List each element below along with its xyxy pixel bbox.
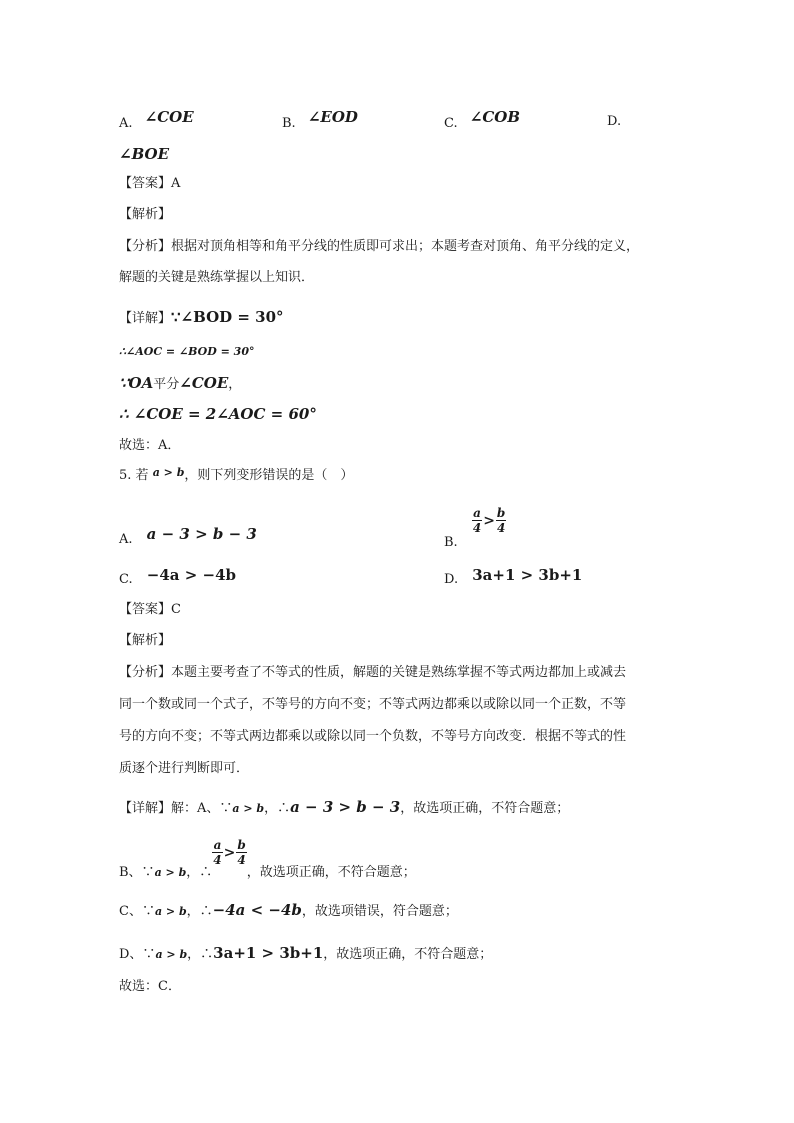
q4-detail-line-1 (119, 307, 284, 329)
q4-option-d-label: D. (607, 114, 622, 129)
q5-detail-a-result: ，故选项正确，不符合题意； (400, 801, 570, 816)
q5-answer: 【答案】C (119, 602, 181, 617)
q5-detail-c-result: ，故选项错误，符合题意； (301, 904, 458, 919)
q5-detail-b-therefore: ，∴ (186, 865, 213, 880)
q4-option-c-label: C. (444, 116, 458, 131)
q5-detail-c-pre: C、∵ (119, 904, 155, 919)
q5-option-d-label: D. (444, 572, 459, 587)
q4-analysis-line-2: 解题的关键是熟练掌握以上知识． (119, 270, 315, 285)
q5-detail-d-pre: D、∵ (119, 947, 156, 962)
q5-option-b-gt: > (483, 512, 495, 529)
q5-detail-d-math: 3a+1 > 3b+1 (213, 944, 324, 962)
q5-option-d (444, 568, 582, 590)
q4-detail-math-1: ∵∠BOD = 30° (171, 308, 284, 326)
q5-detail-d (119, 943, 492, 965)
q5-detail-a-cond: a > b (232, 802, 265, 815)
q4-detail-line-4 (119, 404, 317, 426)
q4-detail-label: 【详解】 (119, 311, 172, 326)
q5-option-b (444, 506, 506, 550)
q4-option-b-label: B. (282, 116, 296, 131)
q5-detail-a-pre: 【详解】解：A、∵ (119, 801, 233, 816)
q4-detail-comma: ， (228, 377, 242, 392)
q5-detail-b-num-a: a (213, 838, 222, 852)
q5-option-c-math: −4a > −4b (146, 566, 236, 584)
q5-detail-b-gt: > (223, 844, 236, 861)
q4-detail-math-3a: ∵OA (119, 374, 154, 392)
q4-option-c-math: ∠COB (469, 108, 521, 126)
q5-option-b-num-b: b (496, 506, 506, 520)
q4-option-b (282, 108, 358, 134)
q5-detail-c-therefore: ，∴ (186, 904, 213, 919)
q5-option-b-frac-b (496, 506, 506, 535)
q5-stem-post: ，则下列变形错误的是（ ） (184, 468, 354, 483)
q4-detail-math-3b: ∠COE (179, 374, 229, 392)
q5-analysis-line-4: 质逐个进行判断即可． (119, 761, 250, 776)
q5-detail-d-cond: a > b (155, 948, 188, 961)
q5-analysis-header: 【解析】 (119, 633, 172, 648)
q4-option-a-math: ∠COE (144, 108, 194, 126)
q4-detail-line-3 (119, 373, 241, 395)
q4-option-c (444, 108, 521, 134)
q5-option-b-den-a: 4 (472, 521, 482, 535)
q5-option-b-den-b: 4 (496, 521, 506, 535)
q5-detail-b-den-a: 4 (213, 853, 222, 867)
q5-detail-a-math: a − 3 > b − 3 (290, 798, 401, 816)
q4-option-b-math: ∠EOD (307, 108, 358, 126)
q5-option-b-label: B. (444, 535, 458, 550)
q5-detail-b-pre: B、∵ (119, 865, 155, 880)
q5-detail-b-frac-a (212, 838, 222, 867)
q5-stem-math: a > b (152, 466, 185, 479)
q5-detail-b (119, 838, 416, 880)
q4-analysis-header: 【解析】 (119, 207, 172, 222)
q5-detail-d-result: ，故选项正确，不符合题意； (323, 947, 493, 962)
q4-option-a-label: A. (119, 116, 133, 131)
q5-stem (119, 466, 353, 486)
q5-option-b-num-a: a (473, 506, 481, 520)
q5-detail-c-cond: a > b (154, 905, 187, 918)
q5-detail-b-den-b: 4 (237, 853, 246, 867)
q5-detail-a (119, 797, 569, 819)
q4-detail-math-2: ∴∠AOC = ∠BOD = 30° (119, 345, 255, 358)
q5-analysis-line-3: 号的方向不变；不等式两边都乘以或除以同一个负数，不等号方向改变．根据不等式的性 (119, 729, 627, 744)
q5-detail-c (119, 900, 458, 922)
q5-detail-b-result: ，故选项正确，不符合题意； (246, 865, 416, 880)
q5-option-d-math: 3a+1 > 3b+1 (472, 566, 583, 584)
q5-option-a-label: A. (119, 532, 133, 547)
q5-detail-d-therefore: ，∴ (187, 947, 214, 962)
q4-answer: 【答案】A (119, 176, 181, 191)
q5-detail-b-num-b: b (237, 838, 246, 852)
q4-detail-text-3: 平分 (153, 377, 180, 392)
q5-stem-pre: 5. 若 (119, 468, 149, 483)
q4-option-d-math: ∠BOE (119, 145, 170, 163)
q5-detail-a-therefore: ，∴ (264, 801, 291, 816)
q5-option-a (119, 525, 257, 550)
q5-detail-b-frac-b (236, 838, 246, 867)
q4-detail-line-2 (119, 342, 255, 362)
q5-option-a-math: a − 3 > b − 3 (146, 525, 257, 543)
q5-detail-c-math: −4a < −4b (212, 901, 302, 919)
q4-conclusion: 故选：A． (119, 438, 181, 453)
q5-conclusion: 故选：C． (119, 979, 181, 994)
q4-analysis-line-1: 【分析】根据对顶角相等和角平分线的性质即可求出；本题考查对顶角、角平分线的定义， (119, 239, 640, 254)
q5-analysis-line-2: 同一个数或同一个式子，不等号的方向不变；不等式两边都乘以或除以同一个正数，不等 (119, 697, 627, 712)
q5-option-c (119, 568, 236, 590)
q5-analysis-line-1: 【分析】本题主要考查了不等式的性质，解题的关键是熟练掌握不等式两边都加上或减去 (119, 665, 627, 680)
q5-option-c-label: C. (119, 572, 133, 587)
q5-detail-b-cond: a > b (154, 866, 187, 879)
q4-option-a (119, 108, 194, 134)
q4-detail-math-4: ∴ ∠COE = 2∠AOC = 60° (119, 405, 317, 423)
q5-option-b-frac-a (472, 506, 482, 535)
